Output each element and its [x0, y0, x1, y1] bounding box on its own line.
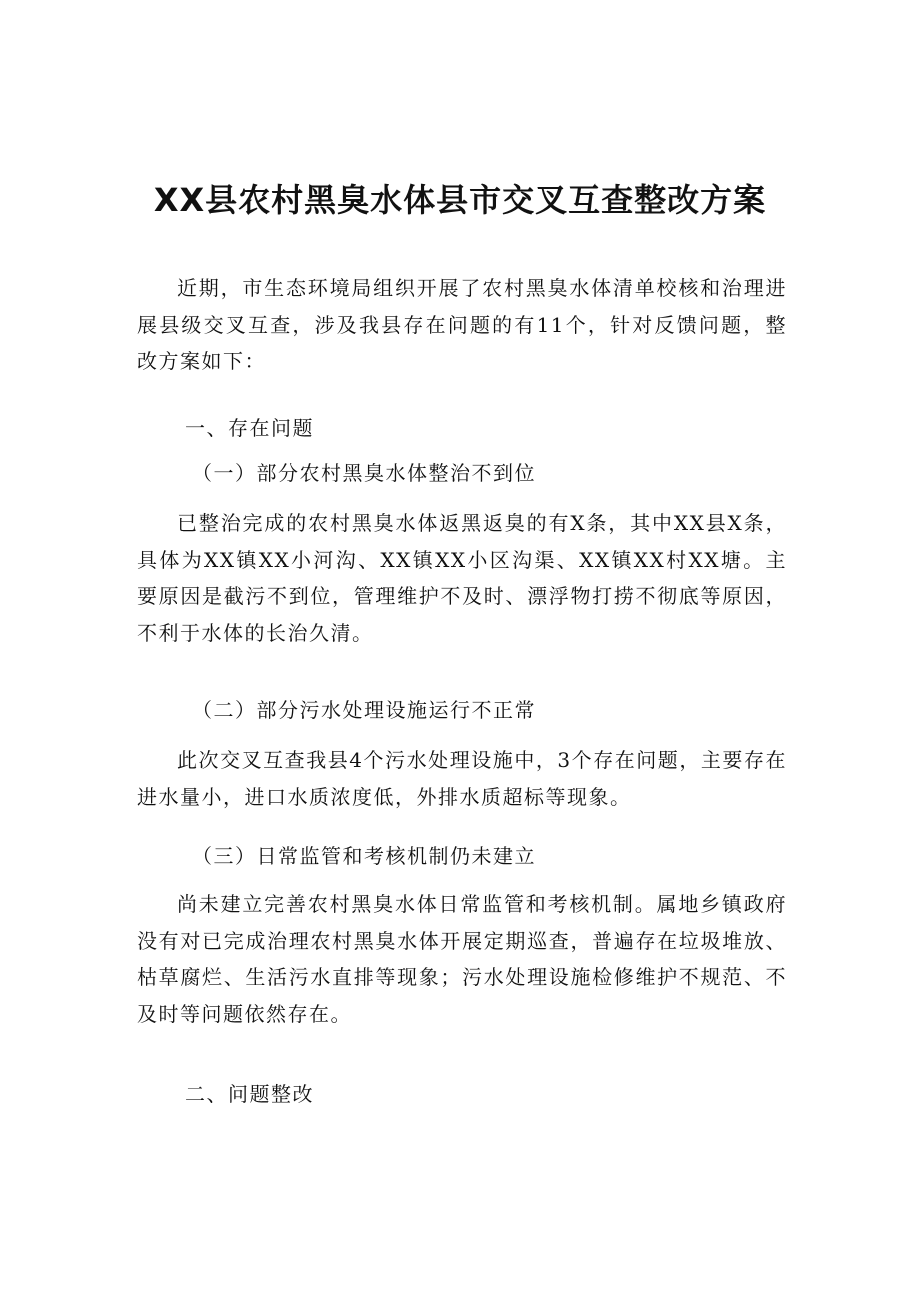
intro-paragraph: 近期，市生态环境局组织开展了农村黑臭水体清单校核和治理进展县级交叉互查，涉及我县存在问题的有11个，针对反馈问题，整改方案如下： — [137, 276, 787, 373]
paragraph-rectification-incomplete: 已整治完成的农村黑臭水体返黑返臭的有X条，其中XX县X条，具体为XX镇XX小河沟、XX镇XX小区沟渠、XX镇XX村XX塘。主要原因是截污不到位，管理维护不及时、漂浮物打捞不彻底等原因，不利于水体的长治久清。 — [137, 511, 787, 645]
subheading-rectification-incomplete: （一）部分农村黑臭水体整治不到位 — [192, 461, 536, 485]
section-heading-rectification: 二、问题整改 — [185, 1082, 314, 1106]
paragraph-supervision-missing: 尚未建立完善农村黑臭水体日常监管和考核机制。属地乡镇政府没有对已完成治理农村黑臭水体开展定期巡查，普遍存在垃圾堆放、枯草腐烂、生活污水直排等现象；污水处理设施检修维护不规范、不及时等问题依然存在。 — [137, 892, 787, 1026]
subheading-facility-abnormal: （二）部分污水处理设施运行不正常 — [192, 698, 536, 722]
paragraph-facility-abnormal: 此次交叉互查我县4个污水处理设施中，3个存在问题，主要存在进水量小，进口水质浓度低，外排水质超标等现象。 — [137, 748, 787, 809]
document-title: XX县农村黑臭水体县市交叉互查整改方案 — [153, 181, 767, 219]
section-heading-problems: 一、存在问题 — [185, 416, 314, 440]
subheading-supervision-missing: （三）日常监管和考核机制仍未建立 — [192, 844, 536, 868]
